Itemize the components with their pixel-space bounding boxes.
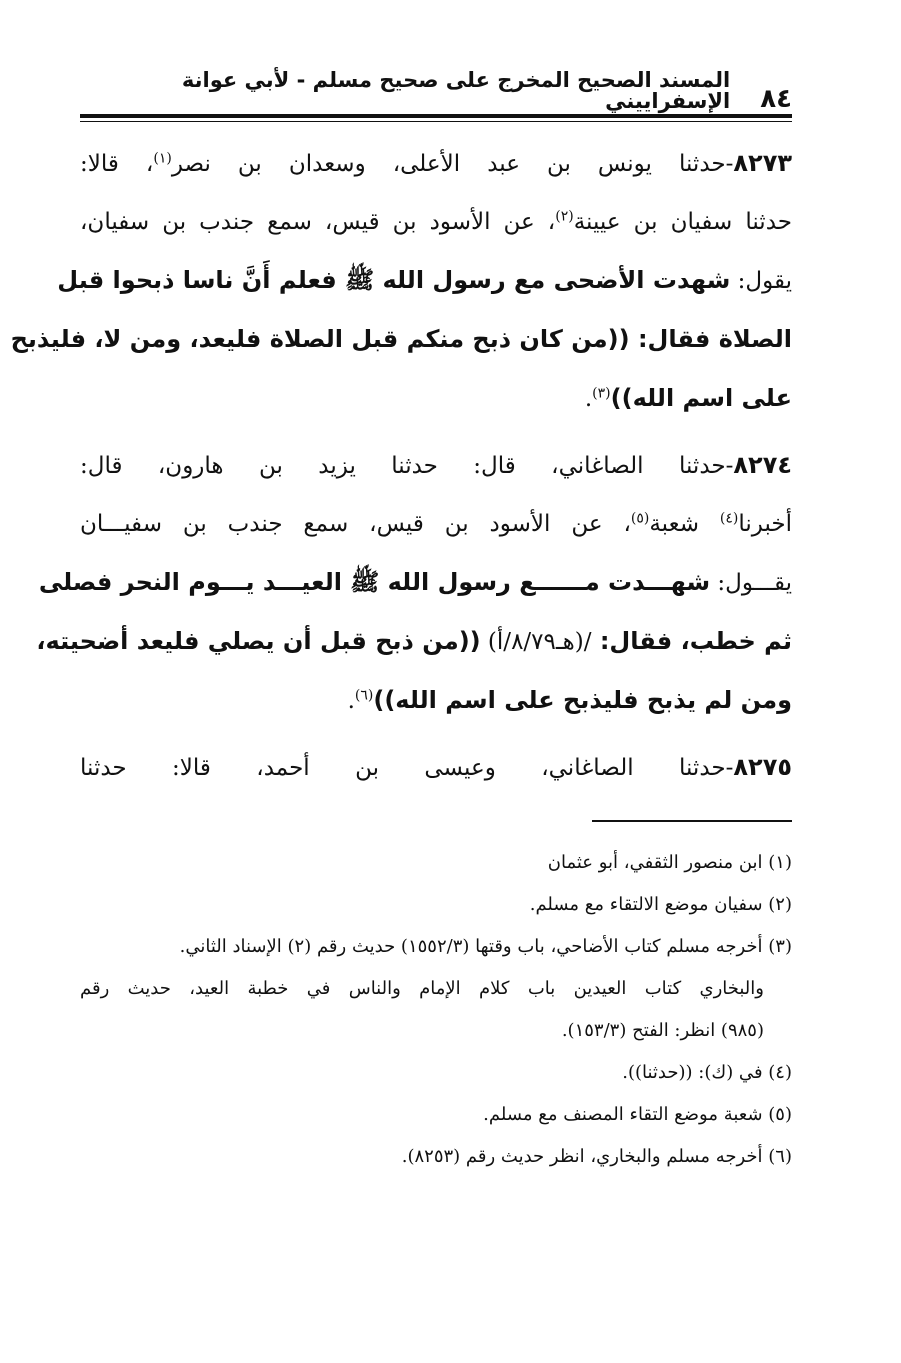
text-line bbox=[36, 612, 792, 671]
footnote-ref: (١) bbox=[153, 150, 172, 167]
footnote-2: (٢) سفيان موضع الالتقاء مع مسلم. bbox=[529, 894, 792, 915]
hadith-8274 bbox=[36, 436, 793, 730]
text-line: يقول: شهدت الأضحى مع رسول الله ﷺ فعلم أَنَّ ناسا ذبحوا قبل bbox=[57, 266, 792, 294]
page-header bbox=[80, 68, 792, 114]
text-line bbox=[10, 310, 792, 369]
hadith-8275 bbox=[80, 738, 792, 797]
running-title: المسند الصحيح المخرج على صحيح مسلم - لأبي عوانة الإسفراييني bbox=[181, 68, 731, 113]
matn-bold: شهدت الأضحى مع رسول الله ﷺ فعلم أَنَّ ناسا ذبحوا قبل bbox=[57, 266, 731, 294]
footnote-3-continued: والبخاري كتاب العيدين باب كلام الإمام والناس في خطبة العيد، حديث رقم bbox=[80, 978, 764, 999]
matn-bold: ((من ذبح قبل أن يصلي فليعد أضحيته، bbox=[36, 627, 481, 655]
footnote-4: (٤) في (ك): ((حدثنا)). bbox=[622, 1062, 792, 1083]
footnotes bbox=[80, 842, 792, 1178]
text-line: أخبرنا$^{(٤)}$ شعبة$^{(٥)}$، عن الأسود بن قيس، سمع جندب بن سفيـــان bbox=[80, 510, 793, 537]
footnote-ref: (٥) bbox=[630, 510, 650, 527]
header-rule-thin bbox=[80, 121, 792, 122]
text-line: ٨٢٧٥-حدثنا الصاغاني، وعيسى بن أحمد، قالا: حدثنا bbox=[80, 753, 792, 781]
footnote-5: (٥) شعبة موضع التقاء المصنف مع مسلم. bbox=[483, 1104, 792, 1125]
text-line: ومن لم يذبح فليذبح على اسم الله))$^{(٦)}$. bbox=[347, 686, 792, 714]
text-line: حدثنا سفيان بن عيينة$^{(٢)}$، عن الأسود بن قيس، سمع جندب بن سفيان، bbox=[80, 208, 792, 235]
hadith-number: ٨٢٧٣ bbox=[733, 149, 792, 177]
text-line: ٨٢٧٤-حدثنا الصاغاني، قال: حدثنا يزيد بن هارون، قال: bbox=[80, 451, 792, 479]
main-text bbox=[10, 134, 793, 805]
matn-bold: الصلاة فقال: ((من كان ذبح منكم قبل الصلاة فليعد، ومن لا، فليذبح bbox=[10, 325, 792, 353]
footnote-ref: (٢) bbox=[555, 208, 574, 225]
text-line: على اسم الله))$^{(٣)}$. bbox=[584, 384, 792, 412]
footnote-ref: (٦) bbox=[354, 687, 374, 704]
hadith-number: ٨٢٧٥ bbox=[733, 753, 792, 781]
footnote-3: (٣) أخرجه مسلم كتاب الأضاحي، باب وقتها (١٥٥٢/٣) حديث رقم (٢) الإسناد الثاني. bbox=[179, 936, 792, 957]
matn-bold: ومن لم يذبح فليذبح على اسم الله)) bbox=[373, 686, 792, 714]
footnote-1: (١) ابن منصور الثقفي، أبو عثمان bbox=[547, 852, 792, 873]
matn-bold: شهـــدت مــــــع رسول الله ﷺ العيـــد يـــوم النحر فصلى bbox=[38, 568, 711, 596]
manuscript-ref: /(هـ٨/٧٩/أ) bbox=[480, 629, 592, 655]
footnote-6: (٦) أخرجه مسلم والبخاري، انظر حديث رقم (٨٢٥٣). bbox=[401, 1146, 792, 1167]
hadith-number: ٨٢٧٤ bbox=[733, 451, 792, 479]
header-rule-thick bbox=[80, 114, 792, 118]
hadith-8273 bbox=[10, 134, 792, 428]
footnote-separator bbox=[592, 820, 792, 822]
matn-bold: على اسم الله)) bbox=[610, 384, 792, 412]
footnote-ref: (٤) bbox=[719, 510, 739, 527]
footnote-ref: (٣) bbox=[592, 385, 611, 402]
text-line: يقـــول: شهـــدت مــــــع رسول الله ﷺ العيـــد يـــوم النحر فصلى bbox=[38, 568, 792, 596]
footnote-3-continued-2: (٩٨٥) انظر: الفتح (١٥٣/٣). bbox=[561, 1020, 764, 1041]
text-line: ٨٢٧٣-حدثنا يونس بن عبد الأعلى، وسعدان بن نصر$^{(١)}$، قالا: bbox=[80, 149, 792, 177]
page-number: ٨٤ bbox=[760, 84, 792, 114]
matn-bold: ثم خطب، فقال: bbox=[591, 627, 792, 655]
